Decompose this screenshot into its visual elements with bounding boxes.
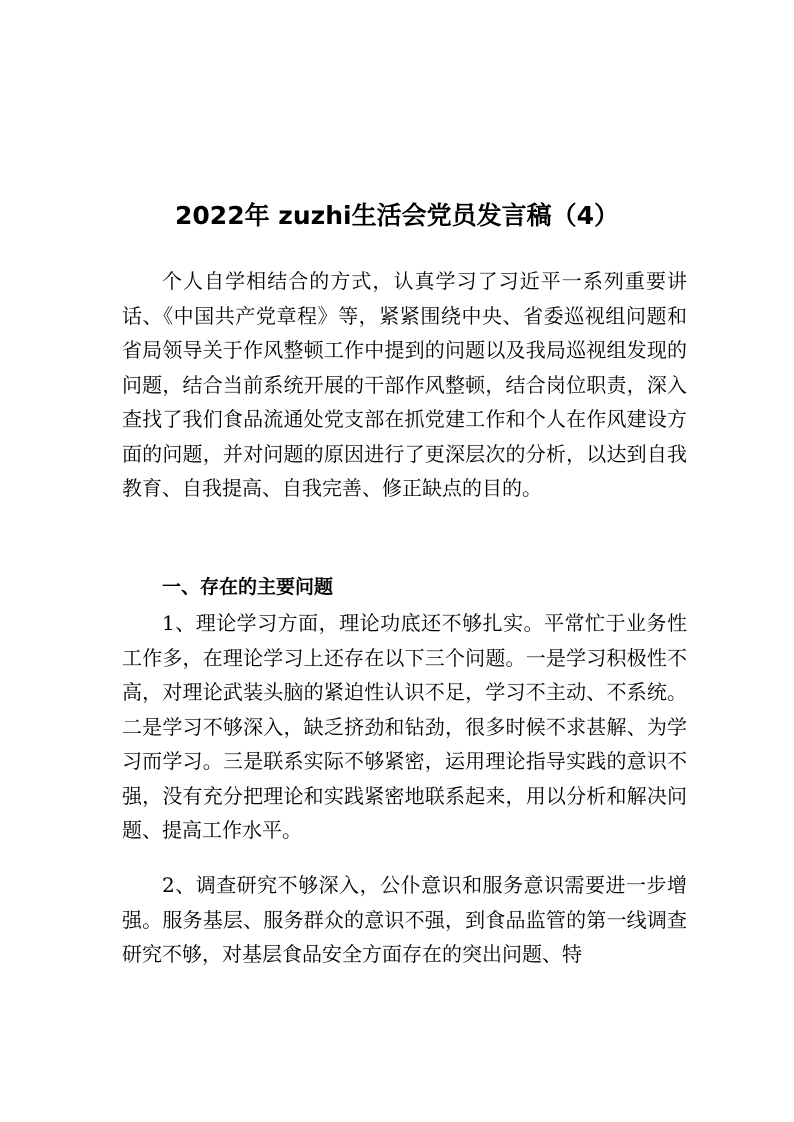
- document-title: 2022年 zuzhi生活会党员发言稿（4）: [175, 201, 619, 230]
- list-item-investigation: 2、调查研究不够深入，公仆意识和服务意识需要进一步增强。服务基层、服务群众的意识不强，到食品监管的第一线调查研究不够，对基层食品安全方面存在的突出问题、特: [122, 873, 687, 966]
- section-heading: 一、存在的主要问题: [162, 576, 334, 598]
- list-item-theory-study: 1、理论学习方面，理论功底还不够扎实。平常忙于业务性工作多，在理论学习上还存在以下三个问题。一是学习积极性不高，对理论武装头脑的紧迫性认识不足，学习不主动、不系统。二是学习不够深入，缺乏挤劲和钻劲，很多时候不求甚解、为学习而学习。三是联系实际不够紧密，运用理论指导实践的意识不强，没有充分把理论和实践紧密地联系起来，用以分析和解决问题、提高工作水平。: [122, 611, 687, 842]
- intro-paragraph: 个人自学相结合的方式，认真学习了习近平一系列重要讲话、《中国共产党章程》等，紧紧围绕中央、省委巡视组问题和省局领导关于作风整顿工作中提到的问题以及我局巡视组发现的问题，结合当前系统开展的干部作风整顿，结合岗位职责，深入查找了我们食品流通处党支部在抓党建工作和个人在作风建设方面的问题，并对问题的原因进行了更深层次的分析，以达到自我教育、自我提高、自我完善、修正缺点的目的。: [122, 269, 687, 500]
